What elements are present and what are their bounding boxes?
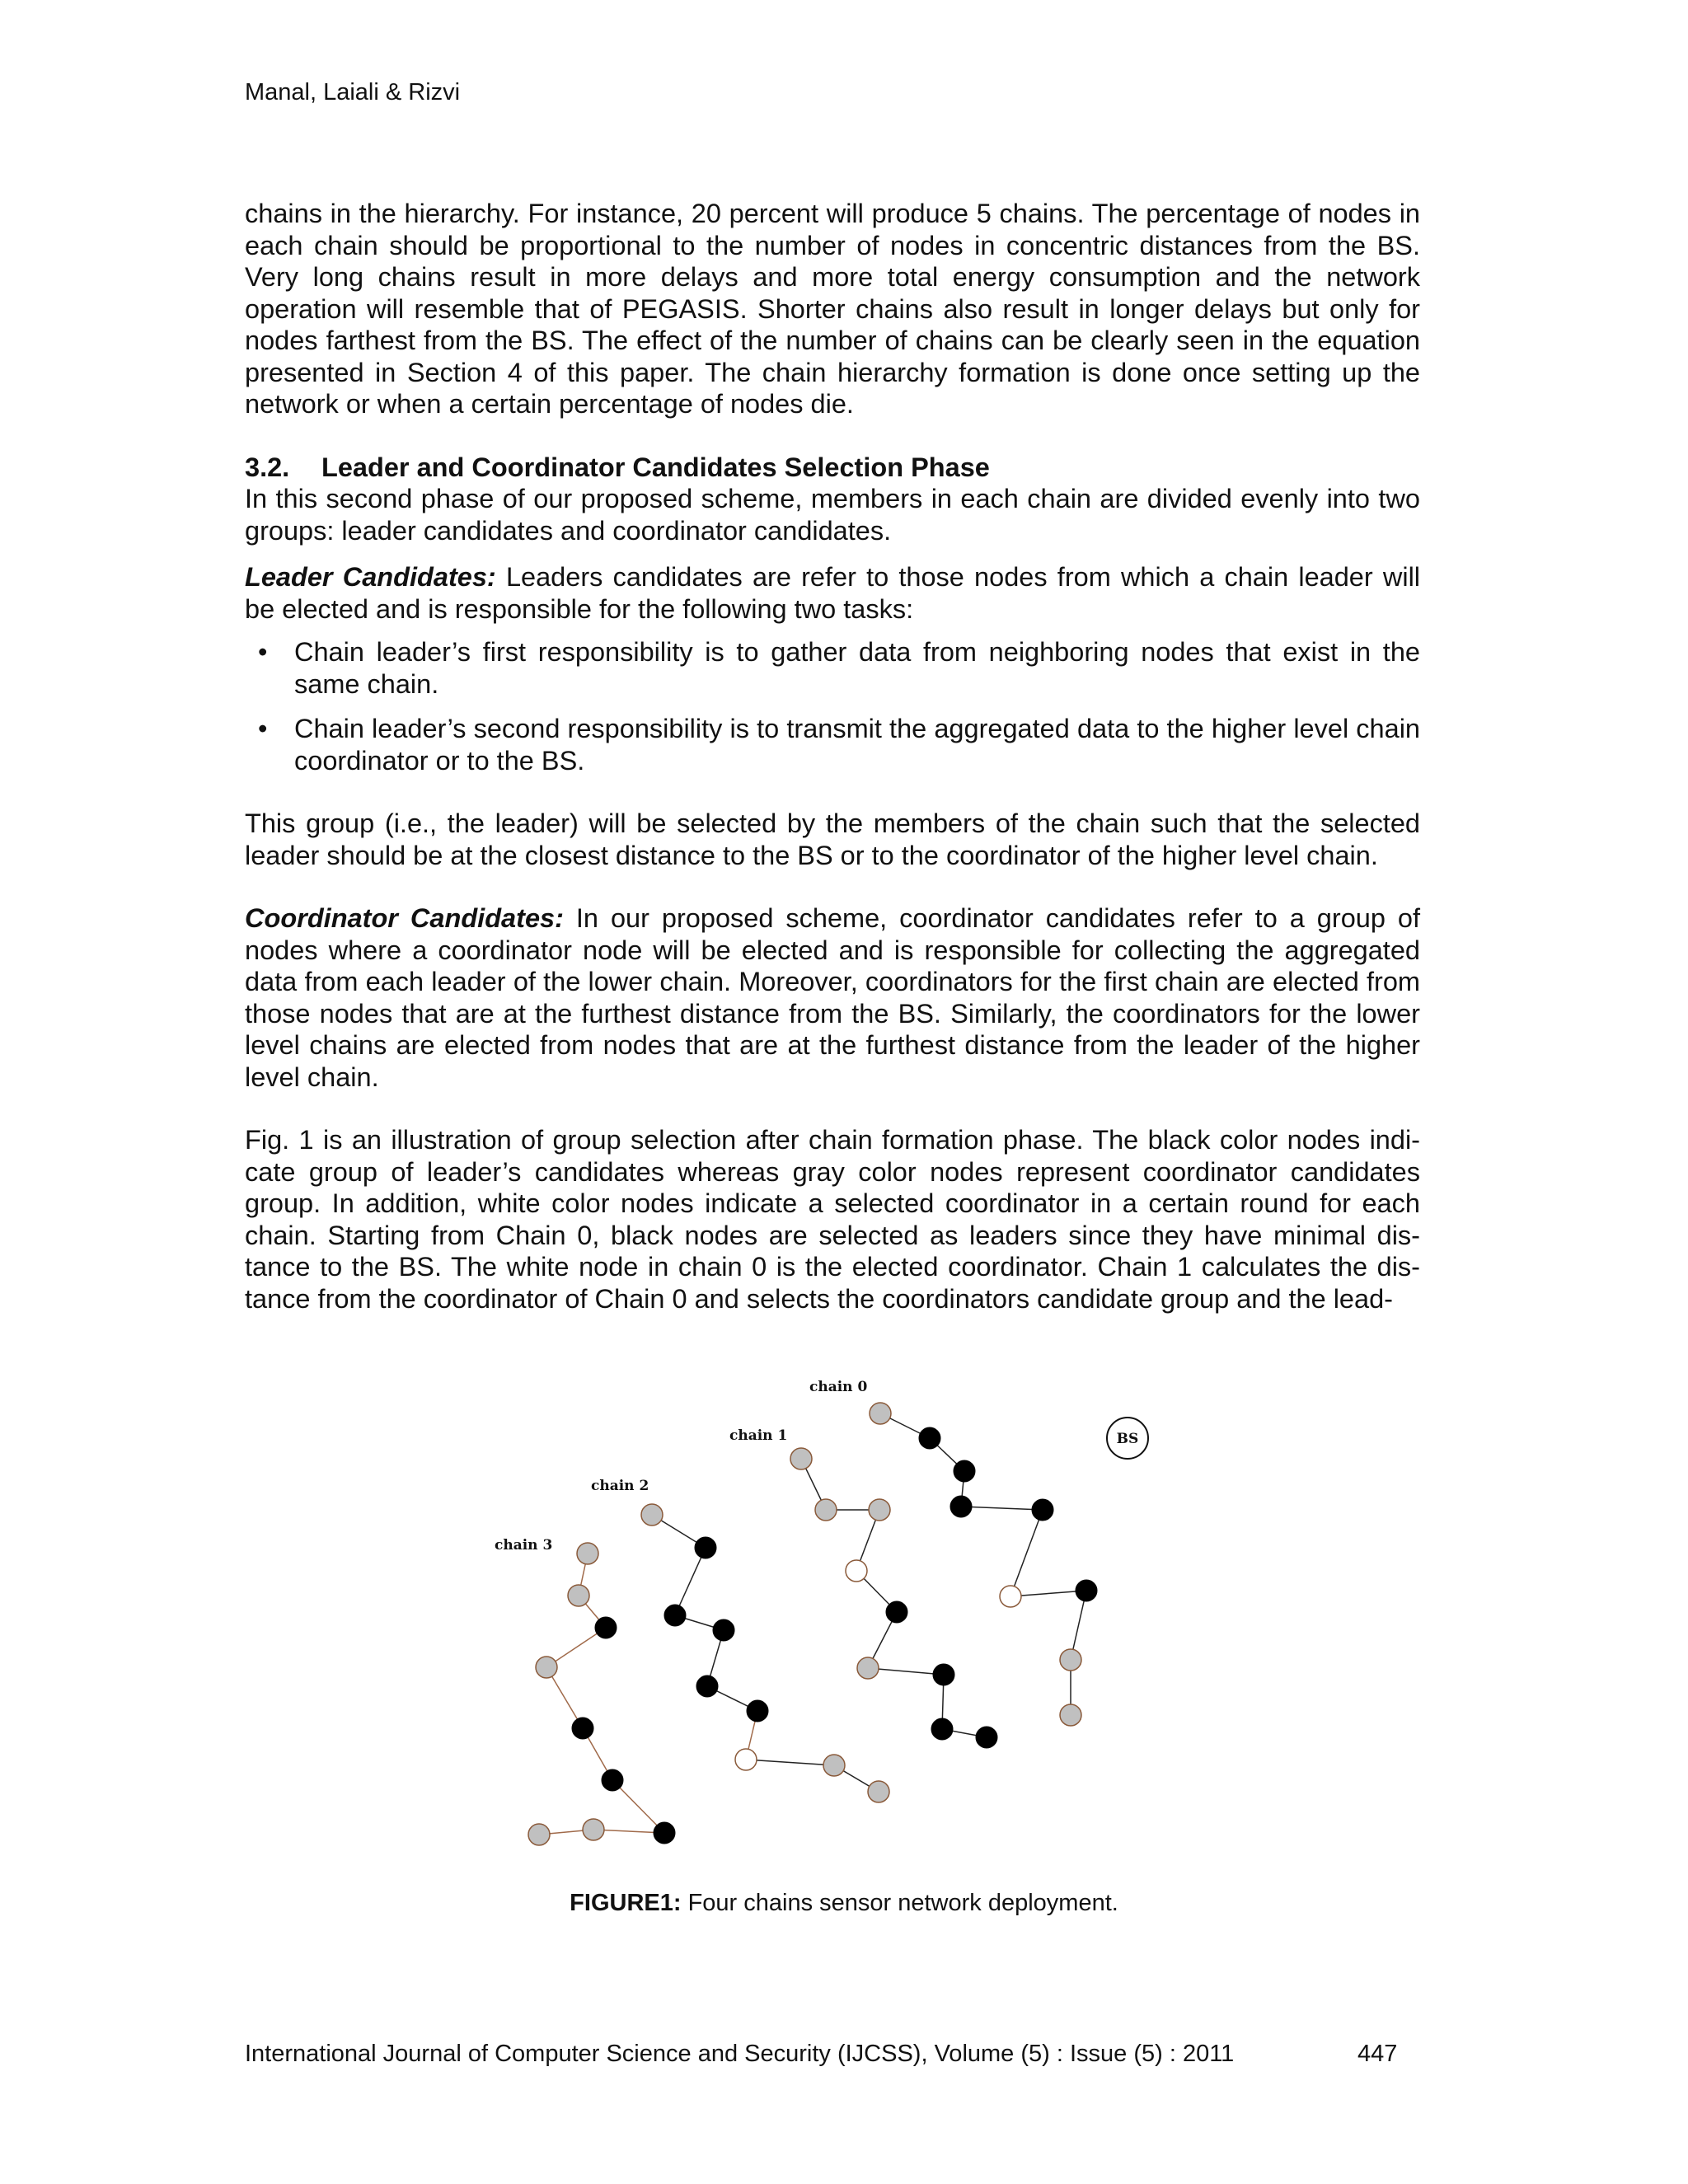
leader-candidate-node: [954, 1460, 975, 1482]
page-footer: [245, 2041, 1399, 2068]
coordinator-candidate-node: [568, 1585, 589, 1606]
coordinator-candidate-node: [577, 1543, 598, 1564]
leader-candidate-node: [696, 1675, 718, 1697]
coordinator-node: [846, 1560, 867, 1582]
coordinator-candidate-node: [528, 1824, 550, 1845]
list-item-text: Chain leader’s second responsibility is to transmit the aggregated data to the higher level chain coordinator or to the BS.: [294, 714, 1420, 776]
chain-3-label: chain 3: [495, 1537, 553, 1554]
page-number: 447: [1357, 2041, 1398, 2067]
section-heading: [245, 452, 1420, 484]
coordinator-candidate-node: [536, 1657, 557, 1678]
paragraph-leader-selection: This group (i.e., the leader) will be selected by the members of the chain such that the selected leader should be at the closest distance to the BS or to the coordinator of the higher level chain.: [245, 808, 1420, 870]
paragraph-leader-candidates: [245, 561, 1420, 625]
figure-sensor-network: [478, 1368, 1220, 1879]
leader-candidate-node: [713, 1619, 734, 1641]
page-body: [245, 198, 1420, 1315]
leader-candidate-node: [747, 1700, 768, 1722]
leader-candidate-node: [1076, 1580, 1097, 1601]
coordinator-candidates-text: In our proposed scheme, coordinator candidates refer to a group of nodes where a coordinator node will be elected and is responsible for collecting the aggregated data from each leader of the lower chain. Moreover, coordinators for the first chain are elected from those nodes that are at the furthest distance from the BS. Similarly, the coordinators for the lower level chains are elected from nodes that are at the furthest distance from the leader of the higher level chain.: [245, 903, 1420, 1092]
leader-candidate-node: [654, 1822, 675, 1844]
coordinator-candidate-node: [1060, 1649, 1081, 1671]
link: [746, 1760, 834, 1765]
coordinator-candidate-node: [790, 1448, 812, 1469]
coordinator-candidate-node: [815, 1499, 837, 1521]
running-header-authors: Manal, Laiali & Rizvi: [245, 79, 461, 105]
figure-caption: [0, 1890, 1688, 1917]
list-item: [245, 636, 1420, 700]
leader-candidate-node: [1032, 1499, 1053, 1521]
coordinator-node: [735, 1749, 757, 1770]
chain-0-label: chain 0: [809, 1379, 868, 1395]
leader-candidate-node: [695, 1537, 716, 1558]
base-station-label: BS: [1116, 1431, 1139, 1447]
leader-candidate-node: [886, 1601, 907, 1623]
coordinator-candidate-node: [641, 1504, 663, 1526]
coordinator-candidate-node: [857, 1657, 879, 1679]
paragraph-phase-intro: In this second phase of our proposed scheme, members in each chain are divided evenly into two groups: leader candidates and coordinator candidates.: [245, 484, 1420, 546]
leader-candidate-node: [931, 1718, 953, 1740]
leader-tasks-list: [245, 636, 1420, 776]
caption-label: FIGURE1:: [570, 1890, 682, 1916]
section-number: 3.2.: [245, 452, 290, 482]
coordinator-candidate-node: [583, 1819, 604, 1840]
term-leader-candidates: Leader Candidates:: [245, 562, 496, 592]
paragraph-chains-hierarchy: chains in the hierarchy. For instance, 20 percent will produce 5 chains. The percentage of nodes in each chain should be proportional to the number of nodes in concentric distances from the BS. Very long chains result in more delays and more total energy consumption and the network operation will resemble that of PEGASIS. Shorter chains also result in longer delays but only for nodes farthest from the BS. The effect of the number of chains can be clearly seen in the equation presented in Section 4 of this paper. The chain hierarchy formation is done once setting up the network or when a certain percentage of nodes die.: [245, 199, 1420, 419]
chain-links: [539, 1413, 1086, 1835]
coordinator-candidate-node: [823, 1755, 845, 1776]
coordinator-candidate-node: [870, 1403, 891, 1424]
coordinator-candidate-node: [869, 1499, 890, 1521]
paragraph-figure-explanation: Fig. 1 is an illustration of group selection after chain formation phase. The black color nodes indi-cate group of leader’s candidates whereas gray color nodes represent coordinator candidates group. In addition, white color nodes indicate a selected coordinator in a certain round for each chain. Starting from Chain 0, black nodes are selected as leaders since they have minimal dis-tance to the BS. The white node in chain 0 is the elected coordinator. Chain 1 calculates the dis-tance from the coordinator of Chain 0 and selects the coordinators candidate group and the lead-: [245, 1125, 1420, 1314]
bullet-marker: •: [258, 637, 268, 667]
leader-candidate-node: [950, 1496, 972, 1517]
sensor-nodes: [528, 1403, 1097, 1845]
leader-candidate-node: [976, 1727, 997, 1748]
link: [961, 1507, 1043, 1510]
paragraph-coordinator-candidates: [245, 902, 1420, 1093]
list-item-text: Chain leader’s first responsibility is to gather data from neighboring nodes that exist in the same chain.: [294, 637, 1420, 699]
leader-candidate-node: [933, 1664, 954, 1685]
leader-candidate-node: [602, 1769, 623, 1791]
chain-2-label: chain 2: [591, 1478, 649, 1494]
link: [1010, 1510, 1043, 1596]
leader-candidate-node: [664, 1605, 686, 1626]
chain-1-label: chain 1: [729, 1427, 788, 1444]
leader-candidate-node: [572, 1718, 593, 1739]
coordinator-node: [1000, 1586, 1021, 1607]
network-diagram: [478, 1368, 1220, 1879]
leader-candidate-node: [919, 1427, 940, 1449]
leader-candidates-text: Leaders candidates are refer to those nodes from which a chain leader will be elected and is responsible for the following two tasks:: [245, 562, 1421, 624]
link: [1010, 1591, 1086, 1596]
section-title: Leader and Coordinator Candidates Selection Phase: [321, 452, 990, 482]
leader-candidate-node: [595, 1617, 617, 1638]
caption-text: Four chains sensor network deployment.: [681, 1890, 1118, 1916]
coordinator-candidate-node: [1060, 1704, 1081, 1726]
coordinator-candidate-node: [868, 1781, 889, 1802]
link: [868, 1668, 944, 1675]
term-coordinator-candidates: Coordinator Candidates:: [245, 903, 564, 933]
footer-journal: International Journal of Computer Science and Security (IJCSS), Volume (5) : Issue (5) : 2011: [245, 2041, 1235, 2067]
bullet-marker: •: [258, 714, 268, 743]
list-item: [245, 713, 1420, 776]
